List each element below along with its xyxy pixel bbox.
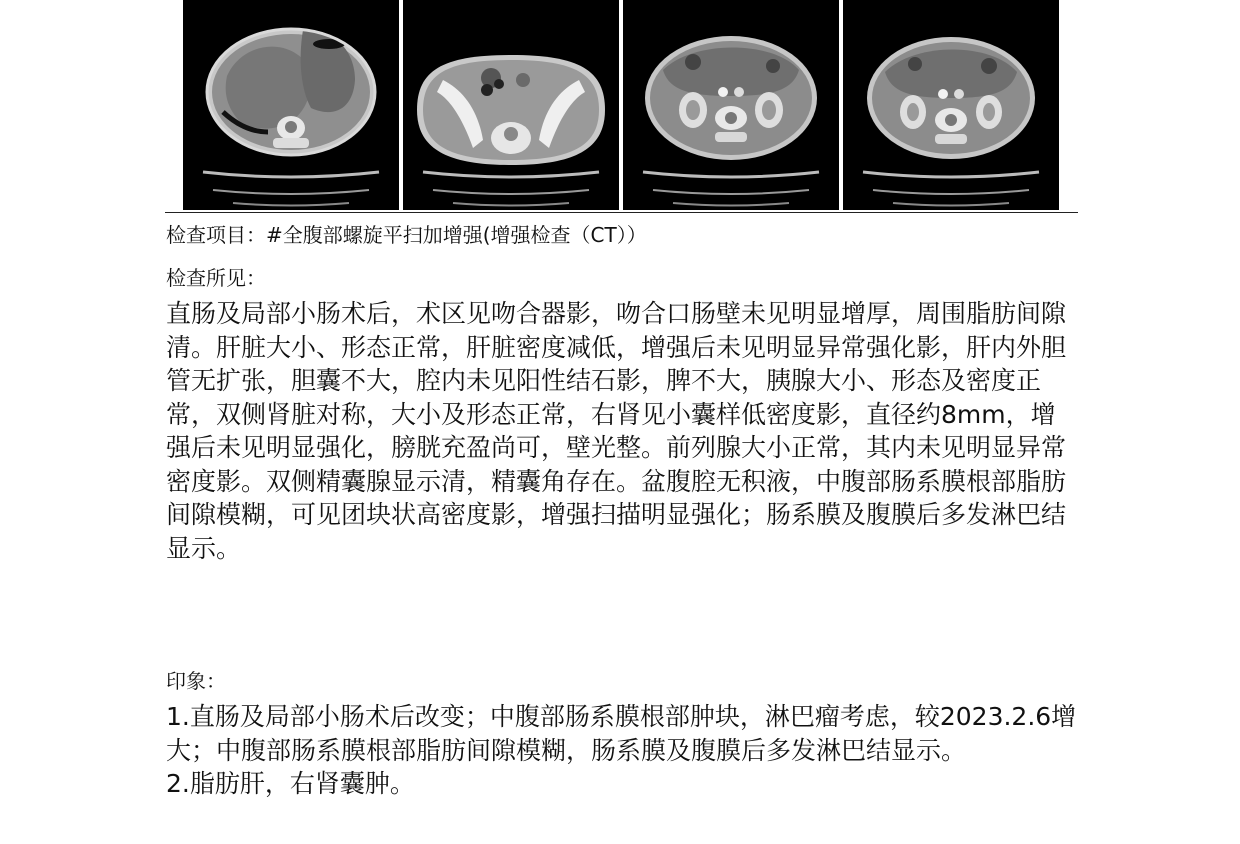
ct-slice-pelvis-icon	[403, 0, 619, 210]
impression-label: 印象：	[166, 669, 226, 693]
exam-item-label: 检查项目：	[166, 223, 266, 247]
ct-image-4	[843, 0, 1059, 210]
section-divider	[165, 212, 1078, 213]
ct-slice-upper-abdomen-icon	[183, 0, 399, 210]
impression-list	[166, 700, 1078, 801]
impression-item-1: 1.直肠及局部小肠术后改变；中腹部肠系膜根部肿块，淋巴瘤考虑，较2023.2.6增大；中腹部肠系膜根部脂肪间隙模糊，肠系膜及腹膜后多发淋巴结显示。	[166, 702, 1077, 765]
findings-label: 检查所见：	[166, 266, 266, 290]
ct-slice-kidneys-icon	[843, 0, 1059, 210]
ct-image-strip	[183, 0, 1060, 210]
exam-item-value: #全腹部螺旋平扫加增强(增强检查（CT））	[266, 223, 647, 247]
exam-item-line	[166, 222, 647, 248]
impression-item-2: 2.脂肪肝，右肾囊肿。	[166, 769, 415, 798]
findings-text: 直肠及局部小肠术后，术区见吻合器影，吻合口肠壁未见明显增厚，周围脂肪间隙清。肝脏大小、形态正常，肝脏密度减低，增强后未见明显异常强化影，肝内外胆管无扩张，胆囊不大，腔内未见阳性结石影，脾不大，胰腺大小、形态及密度正常，双侧肾脏对称，大小及形态正常，右肾见小囊样低密度影，直径约8mm，增强后未见明显强化，膀胱充盈尚可，壁光整。前列腺大小正常，其内未见明显异常密度影。双侧精囊腺显示清，精囊角存在。盆腹腔无积液，中腹部肠系膜根部脂肪间隙模糊，可见团块状高密度影，增强扫描明显强化；肠系膜及腹膜后多发淋巴结显示。	[166, 299, 1067, 563]
ct-image-3	[623, 0, 839, 210]
ct-slice-kidneys-icon	[623, 0, 839, 210]
ct-image-1	[183, 0, 399, 210]
ct-image-2	[403, 0, 619, 210]
